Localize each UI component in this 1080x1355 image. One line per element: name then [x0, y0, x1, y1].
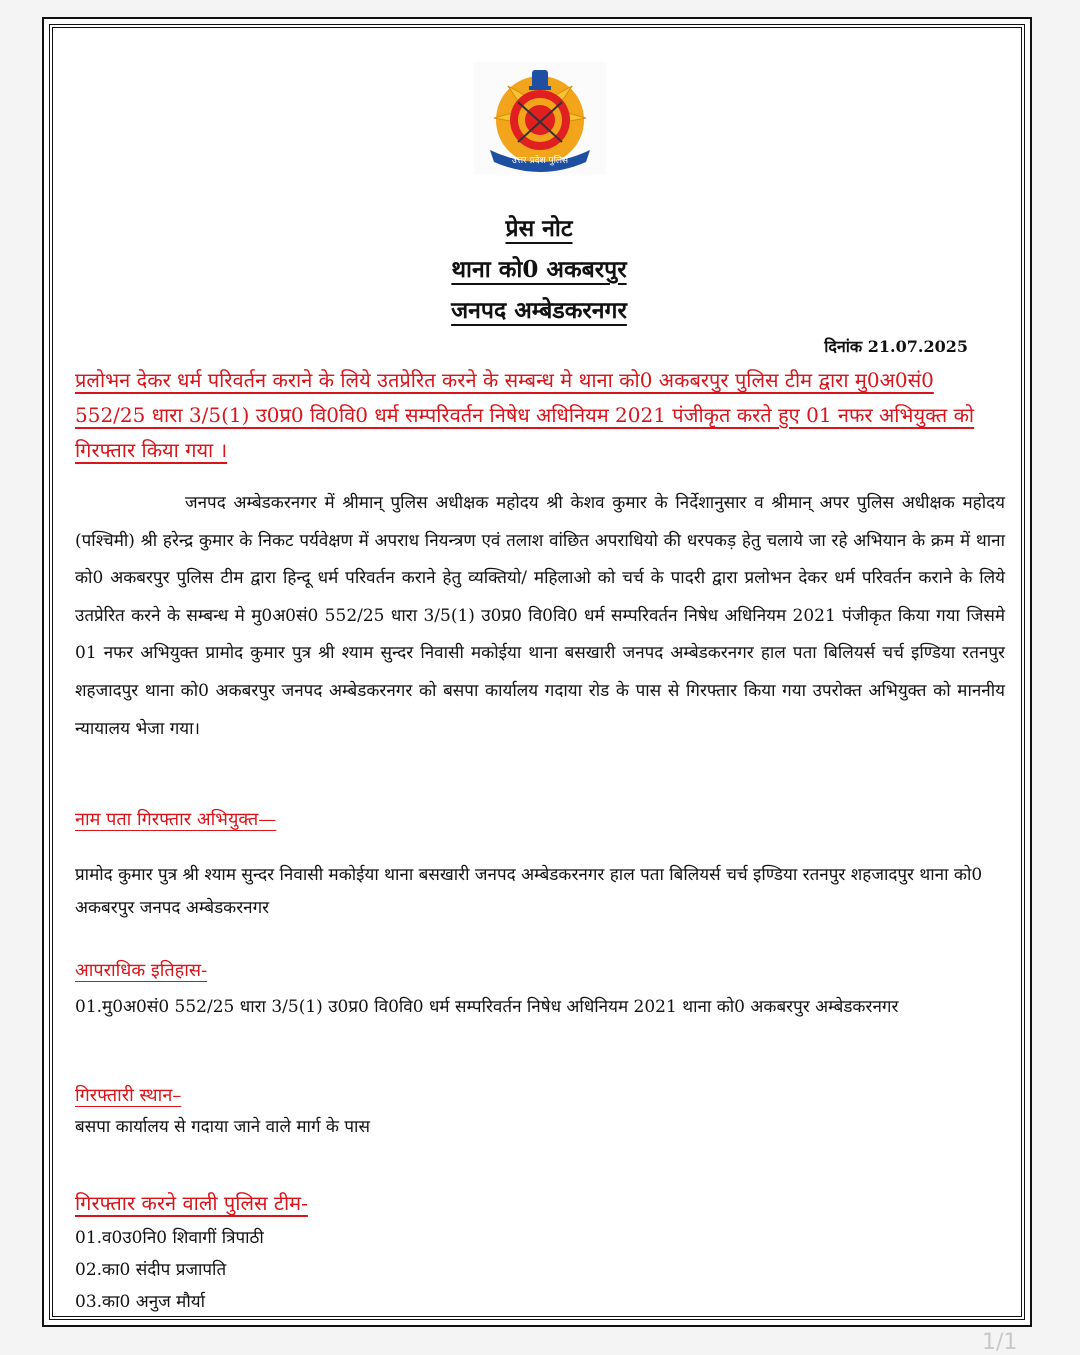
- team-member: 03.का0 अनुज मौर्या: [75, 1292, 205, 1312]
- logo-ribbon-text: उत्तर प्रदेश पुलिस: [511, 156, 569, 166]
- up-police-emblem-icon: [474, 62, 606, 174]
- criminal-history-heading: आपराधिक इतिहास-: [75, 960, 208, 981]
- accused-heading: नाम पता गिरफ्तार अभियुक्त—: [75, 809, 277, 830]
- date-label: दिनांक 21.07.2025: [824, 337, 968, 356]
- arrest-place-details: बसपा कार्यालय से गदाया जाने वाले मार्ग के पास: [75, 1117, 370, 1137]
- document-page: [42, 17, 1032, 1327]
- arrest-place-heading: गिरफ्तारी स्थान–: [75, 1085, 182, 1106]
- criminal-history-details: 01.मु0अ0सं0 552/25 धारा 3/5(1) उ0प्र0 वि0वि0 धर्म सम्परिवर्तन निषेध अधिनियम 2021 थाना को0 अकबरपुर अम्बेडकरनगर: [75, 997, 899, 1017]
- accused-details: प्रामोद कुमार पुत्र श्री श्याम सुन्दर निवासी मकोईया थाना बसखारी जनपद अम्बेडकरनगर हाल पता बिलियर्स चर्च इण्डिया रतनपुर शहजादपुर थाना को0 अकबरपुर जनपद अम्बेडकरनगर: [75, 865, 983, 918]
- press-note-title: प्रेस नोट: [505, 215, 573, 242]
- body-paragraph: जनपद अम्बेडकरनगर में श्रीमान् पुलिस अधीक्षक महोदय श्री केशव कुमार के निर्देशानुसार व श्रीमान् अपर पुलिस अधीक्षक महोदय (पश्चिमी) श्री हरेन्द्र कुमार के निकट पर्यवेक्षण में अपराध नियन्त्रण एवं तलाश वांछित अपराधियो की धरपकड़ हेतु चलाये जा रहे अभियान के क्रम में थाना को0 अकबरपुर पुलिस टीम द्वारा हिन्दू धर्म परिवर्तन कराने हेतु व्यक्तियो/ महिलाओ को चर्च के पादरी द्वारा प्रलोभन देकर धर्म परिवर्तन कराने के लिये उतप्रेरित करने के सम्बन्ध मे मु0अ0सं0 552/25 धारा 3/5(1) उ0प्र0 वि0वि0 धर्म सम्परिवर्तन निषेध अधिनियम 2021 पंजीकृत किया गया जिसमे 01 नफर अभियुक्त प्रामोद कुमार पुत्र श्री श्याम सुन्दर निवासी मकोईया थाना बसखारी जनपद अम्बेडकरनगर हाल पता बिलियर्स चर्च इण्डिया रतनपुर शहजादपुर थाना को0 अकबरपुर जनपद अम्बेडकरनगर को बसपा कार्यालय गदाया रोड के पास से गिरफ्तार किया गया उपरोक्त अभियुक्त को माननीय न्यायालय भेजा गया।: [75, 493, 1005, 739]
- police-station-title: थाना को0 अकबरपुर: [451, 256, 627, 283]
- up-police-logo: [474, 62, 606, 174]
- arrest-team-heading: गिरफ्तार करने वाली पुलिस टीम-: [75, 1191, 308, 1215]
- district-title: जनपद अम्बेडकरनगर: [451, 297, 627, 324]
- page-number: 1/1: [982, 1330, 1018, 1355]
- team-member: 02.का0 संदीप प्रजापति: [75, 1260, 227, 1280]
- team-member: 01.व0उ0नि0 शिवागीं त्रिपाठी: [75, 1228, 264, 1248]
- subject-heading: प्रलोभन देकर धर्म परिवर्तन कराने के लिये उतप्रेरित करने के सम्बन्ध मे थाना को0 अकबरपुर पुलिस टीम द्वारा मु0अ0सं0 552/25 धारा 3/5(1) उ0प्र0 वि0वि0 धर्म सम्परिवर्तन निषेध अधिनियम 2021 पंजीकृत करते हुए 01 नफर अभियुक्त को गिरफ्तार किया गया ।: [75, 368, 975, 462]
